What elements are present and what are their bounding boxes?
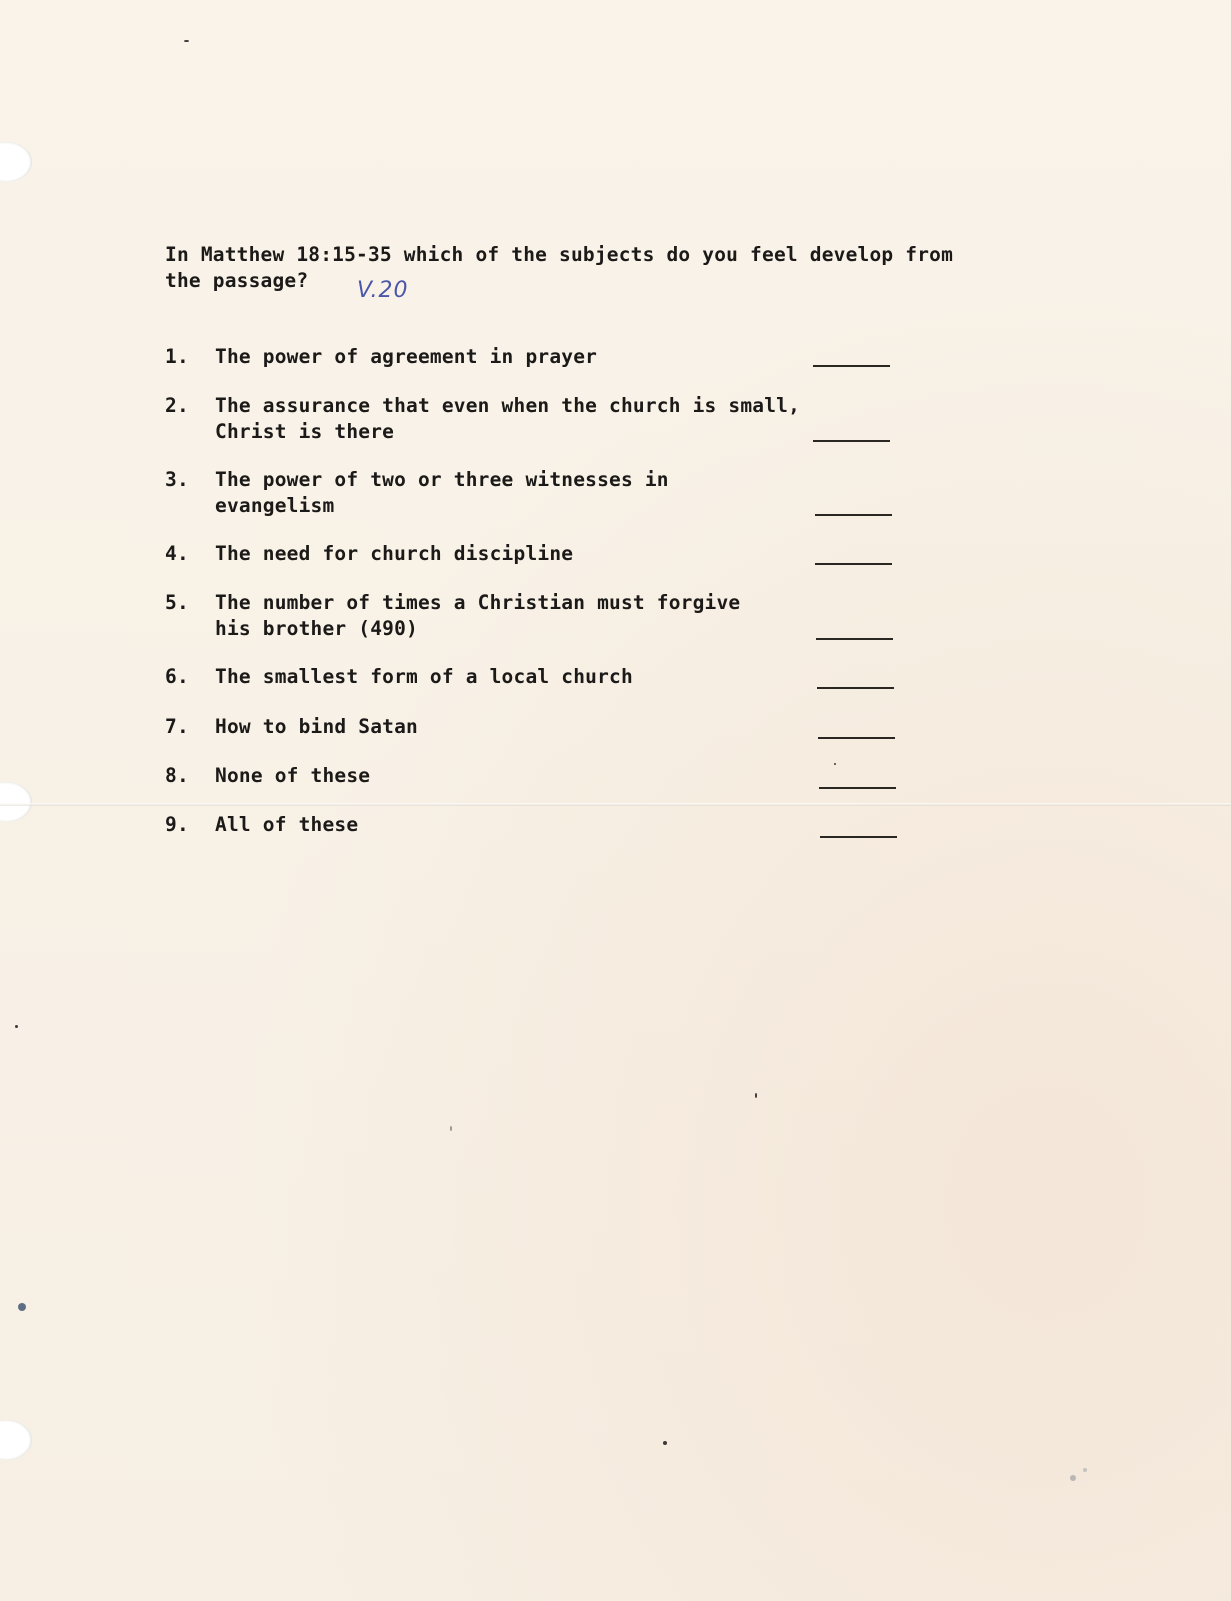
paper-speck — [1070, 1475, 1076, 1481]
answer-blank-6[interactable] — [817, 687, 894, 689]
question-line-2: the passage? — [165, 269, 309, 292]
item-number: 5. — [165, 591, 189, 614]
item-text: The need for church discipline — [215, 542, 574, 565]
paper-fold-line — [0, 803, 1231, 806]
paper-speck — [184, 40, 189, 42]
answer-blank-9[interactable] — [820, 836, 897, 838]
item-text: None of these — [215, 764, 371, 787]
item-number: 6. — [165, 665, 189, 688]
answer-blank-8[interactable] — [819, 787, 896, 789]
answer-blank-7[interactable] — [818, 737, 895, 739]
question-text — [165, 242, 1005, 294]
answer-blank-4[interactable] — [815, 563, 892, 565]
paper-speck — [1083, 1468, 1087, 1472]
item-number: 3. — [165, 468, 189, 491]
answer-blank-1[interactable] — [813, 365, 890, 367]
punch-hole-middle — [0, 782, 32, 822]
answer-blank-2[interactable] — [813, 440, 890, 442]
item-number: 4. — [165, 542, 189, 565]
item-text: The number of times a Christian must forgive his brother (490) — [215, 591, 741, 640]
paper-speck — [18, 1303, 26, 1311]
item-text: The smallest form of a local church — [215, 665, 633, 688]
answer-blank-3[interactable] — [815, 514, 892, 516]
item-text: The power of two or three witnesses in evangelism — [215, 468, 669, 517]
paper-speck — [755, 1093, 757, 1098]
paper-speck — [834, 763, 836, 765]
item-number: 1. — [165, 345, 189, 368]
answer-blank-5[interactable] — [816, 638, 893, 640]
item-number: 7. — [165, 715, 189, 738]
paper-speck — [15, 1025, 18, 1028]
paper-speck — [663, 1441, 667, 1445]
punch-hole-bottom — [0, 1420, 32, 1460]
handwritten-annotation: V.20 — [357, 278, 409, 303]
item-number: 2. — [165, 394, 189, 417]
item-text: All of these — [215, 813, 359, 836]
punch-hole-top — [0, 142, 32, 182]
item-number: 9. — [165, 813, 189, 836]
item-text: The assurance that even when the church is small, Christ is there — [215, 394, 801, 443]
item-text: How to bind Satan — [215, 715, 418, 738]
item-text: The power of agreement in prayer — [215, 345, 598, 368]
item-number: 8. — [165, 764, 189, 787]
paper-speck — [450, 1126, 452, 1131]
question-line-1: In Matthew 18:15-35 which of the subjects do you feel develop from — [165, 243, 954, 266]
